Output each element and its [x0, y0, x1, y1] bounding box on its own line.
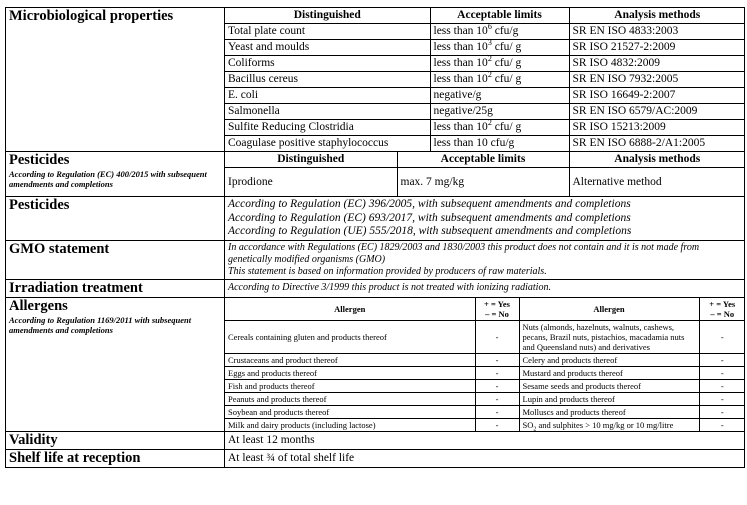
allergen-name: Lupin and products thereof — [519, 392, 699, 405]
spec-table — [5, 7, 745, 468]
micro-name: Yeast and moulds — [225, 40, 430, 56]
pest-header-limits: Acceptable limits — [397, 152, 569, 168]
micro-row — [225, 40, 745, 56]
allergen-value: - — [475, 392, 519, 405]
micro-method: SR EN ISO 6579/AC:2009 — [569, 104, 745, 120]
micro-row — [225, 104, 745, 120]
allergen-name: Crustaceans and product thereof — [225, 353, 475, 366]
regulation-line: According to Regulation (EC) 693/2017, with subsequent amendments and completions — [228, 211, 631, 224]
allergen-name: Sesame seeds and products thereof — [519, 379, 699, 392]
allergen-value: - — [475, 353, 519, 366]
allergen-value: - — [475, 320, 519, 353]
allergen-value: - — [475, 405, 519, 418]
allergen-row — [225, 418, 745, 431]
micro-method: SR EN ISO 4833:2003 — [569, 24, 745, 40]
micro-name: Coagulase positive staphylococcus — [225, 136, 430, 152]
pest-header-methods: Analysis methods — [569, 152, 745, 168]
micro-method: SR EN ISO 6888-2/A1:2005 — [569, 136, 745, 152]
validity-section — [6, 431, 745, 449]
gmo-source-note: This statement is based on information provided by producers of raw materials. — [228, 265, 547, 277]
allergen-value: - — [475, 379, 519, 392]
allergen-value: - — [699, 379, 745, 392]
allergen-row — [225, 320, 745, 353]
allergen-header-left: Allergen — [225, 298, 475, 321]
micro-limit: less than $10^6$ cfu/g — [430, 24, 569, 40]
micro-row — [225, 72, 745, 88]
pest-header-distinguished: Distinguished — [225, 152, 397, 168]
micro-limit: less than $10^2$ cfu/ g — [430, 72, 569, 88]
micro-method: SR ISO 4832:2009 — [569, 56, 745, 72]
pesticides-regulations — [225, 197, 745, 241]
allergen-value: - — [699, 320, 745, 353]
allergen-name: Soybean and products thereof — [225, 405, 475, 418]
allergen-name: Molluscs and products thereof — [519, 405, 699, 418]
allergen-name: Peanuts and products thereof — [225, 392, 475, 405]
micro-name: Total plate count — [225, 24, 430, 40]
allergen-name: Milk and dairy products (including lactose) — [225, 418, 475, 431]
micro-method: SR ISO 21527-2:2009 — [569, 40, 745, 56]
micro-row — [225, 24, 745, 40]
pesticides-table — [225, 152, 745, 196]
gmo-section — [6, 240, 745, 279]
micro-header-limits: Acceptable limits — [430, 8, 569, 24]
allergens-label: Allergens According to Regulation 1169/2011 with subsequent amendments and completions — [6, 297, 225, 431]
allergen-value: - — [699, 392, 745, 405]
micro-method: SR ISO 16649-2:2007 — [569, 88, 745, 104]
micro-header-distinguished: Distinguished — [225, 8, 430, 24]
irradiation-text: According to Directive 3/1999 this product is not treated with ionizing radiation. — [225, 279, 745, 297]
micro-name: E. coli — [225, 88, 430, 104]
yes-no-legend: + = Yes – = No — [699, 298, 745, 321]
regulation-line: According to Regulation (UE) 555/2018, with subsequent amendments and completions — [228, 225, 632, 237]
micro-header-methods: Analysis methods — [569, 8, 745, 24]
micro-name: Coliforms — [225, 56, 430, 72]
allergen-name: Mustard and products thereof — [519, 366, 699, 379]
allergen-name: Celery and products thereof — [519, 353, 699, 366]
allergen-name: $SO_2$ and sulphites > 10 mg/kg or 10 mg/litre — [519, 418, 699, 431]
allergen-value: - — [699, 353, 745, 366]
allergen-row — [225, 379, 745, 392]
micro-limit: less than $10^2$ cfu/ g — [430, 120, 569, 136]
irradiation-section — [6, 279, 745, 297]
allergen-row — [225, 353, 745, 366]
micro-name: Salmonella — [225, 104, 430, 120]
gmo-label: GMO statement — [6, 240, 225, 279]
allergens-table — [225, 298, 745, 431]
allergen-row — [225, 366, 745, 379]
allergen-value: - — [699, 366, 745, 379]
allergen-value: - — [475, 418, 519, 431]
shelf-life-label: Shelf life at reception — [6, 449, 225, 467]
micro-name: Bacillus cereus — [225, 72, 430, 88]
allergen-row — [225, 405, 745, 418]
allergens-regulation-note: According to Regulation 1169/2011 with subsequent amendments and completions — [9, 314, 192, 335]
allergens-section — [6, 297, 745, 431]
pesticides-section-2 — [6, 197, 745, 241]
pesticides-label-2: Pesticides — [6, 197, 225, 241]
allergen-value: - — [699, 405, 745, 418]
micro-label: Microbiological properties — [6, 8, 225, 152]
micro-row — [225, 88, 745, 104]
pesticides-regulation-note: According to Regulation (EC) 400/2015 with subsequent amendments and completions — [9, 169, 207, 189]
micro-row — [225, 120, 745, 136]
validity-value: At least 12 months — [225, 431, 745, 449]
micro-limit: negative/25g — [430, 104, 569, 120]
micro-method: SR EN ISO 7932:2005 — [569, 72, 745, 88]
micro-limit: less than 10 cfu/g — [430, 136, 569, 152]
micro-row — [225, 56, 745, 72]
micro-row — [225, 136, 745, 152]
micro-limit: less than $10^3$ cfu/ g — [430, 40, 569, 56]
pest-row — [225, 168, 745, 197]
allergen-name: Eggs and products thereof — [225, 366, 475, 379]
pesticides-label-1: Pesticides According to Regulation (EC) 400/2015 with subsequent amendments and completions — [6, 152, 225, 197]
micro-limit: less than $10^2$ cfu/ g — [430, 56, 569, 72]
gmo-text: In accordance with Regulations (EC) 1829/2003 and 1830/2003 this product does not contain and it is not made from genetically modified organisms (GMO) — [228, 241, 700, 265]
allergen-name: Nuts (almonds, hazelnuts, walnuts, cashews, pecans, Brazil nuts, pistachios, macadamia nuts and Queensland nuts) and derivatives — [519, 320, 699, 353]
validity-label: Validity — [6, 431, 225, 449]
micro-table — [225, 8, 745, 151]
shelf-life-section — [6, 449, 745, 467]
micro-name: Sulfite Reducing Clostridia — [225, 120, 430, 136]
allergen-name: Fish and products thereof — [225, 379, 475, 392]
pest-limit: max. 7 mg/kg — [397, 168, 569, 197]
irradiation-label: Irradiation treatment — [6, 279, 225, 297]
pesticides-section-1 — [6, 152, 745, 197]
micro-method: SR ISO 15213:2009 — [569, 120, 745, 136]
specification-sheet — [5, 7, 744, 501]
shelf-life-value: At least ¾ of total shelf life — [225, 449, 745, 467]
allergen-row — [225, 392, 745, 405]
micro-limit: negative/g — [430, 88, 569, 104]
allergen-value: - — [699, 418, 745, 431]
yes-no-legend: + = Yes – = No — [475, 298, 519, 321]
pest-method: Alternative method — [569, 168, 745, 197]
micro-section — [6, 8, 745, 152]
allergen-name: Cereals containing gluten and products thereof — [225, 320, 475, 353]
allergen-value: - — [475, 366, 519, 379]
gmo-statement — [225, 240, 745, 279]
allergen-header-right: Allergen — [519, 298, 699, 321]
regulation-line: According to Regulation (EC) 396/2005, with subsequent amendments and completions — [228, 198, 631, 210]
pest-name: Iprodione — [225, 168, 397, 197]
